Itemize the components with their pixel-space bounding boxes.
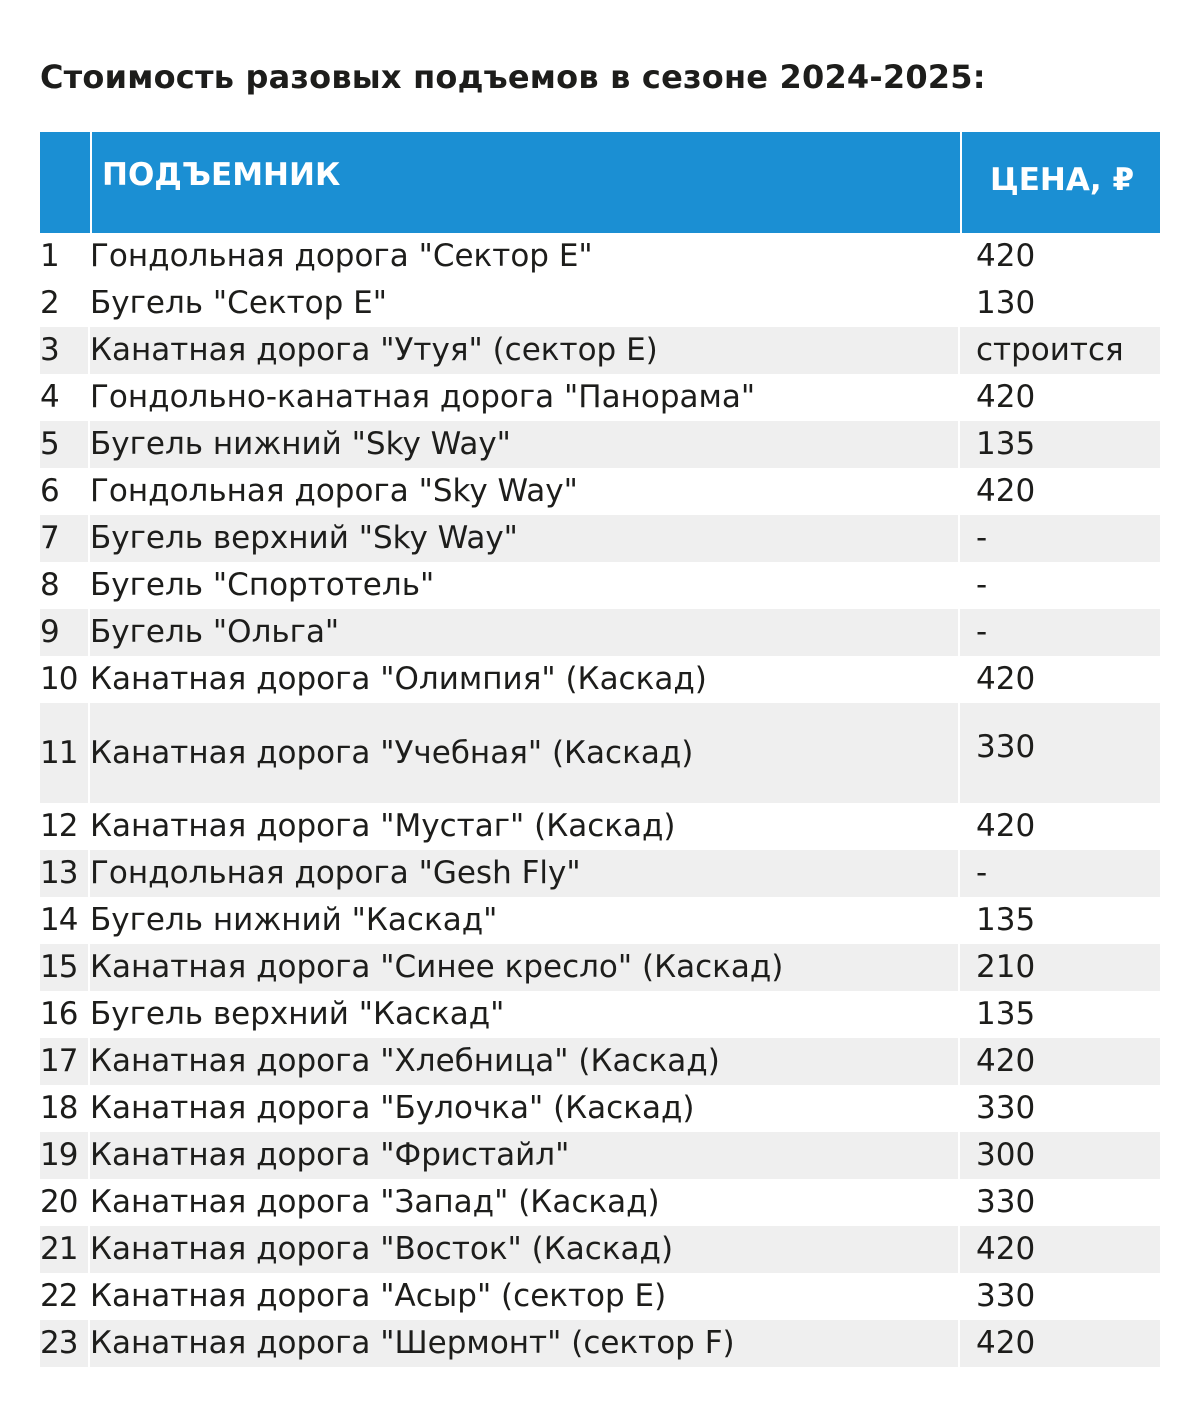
- table-row: [40, 1179, 1160, 1226]
- table-row: [40, 897, 1160, 944]
- row-number: 9: [40, 614, 59, 650]
- row-price: 300: [976, 1137, 1036, 1173]
- row-price: 135: [976, 426, 1036, 462]
- row-price: 330: [976, 729, 1036, 765]
- row-price: 210: [976, 949, 1036, 985]
- row-lift-name: Канатная дорога "Мустаг" (Каскад): [88, 803, 960, 850]
- header-lift-cell: [90, 132, 962, 233]
- row-number: 14: [40, 902, 78, 938]
- row-price: 420: [976, 808, 1036, 844]
- table-row: [40, 1132, 1160, 1179]
- row-number: 11: [40, 735, 78, 771]
- row-lift-name: Канатная дорога "Шермонт" (сектор F): [88, 1320, 960, 1367]
- table-row: [40, 656, 1160, 703]
- row-lift-name: Канатная дорога "Запад" (Каскад): [88, 1179, 960, 1226]
- row-number: 16: [40, 996, 78, 1032]
- row-price: 420: [976, 473, 1036, 509]
- row-lift-name: Канатная дорога "Булочка" (Каскад): [88, 1085, 960, 1132]
- header-lift-label: ПОДЪЕМНИК: [102, 157, 341, 193]
- table-row: [40, 1320, 1160, 1367]
- row-number: 13: [40, 855, 78, 891]
- row-lift-name: Канатная дорога "Хлебница" (Каскад): [88, 1038, 960, 1085]
- row-price: -: [976, 520, 988, 556]
- table-row: [40, 1273, 1160, 1320]
- table-row: [40, 280, 1160, 327]
- row-lift-name: Канатная дорога "Фристайл": [88, 1132, 960, 1179]
- table-row: [40, 515, 1160, 562]
- row-lift-name: Канатная дорога "Восток" (Каскад): [88, 1226, 960, 1273]
- table-row: [40, 703, 1160, 803]
- row-price: 135: [976, 902, 1036, 938]
- table-row: [40, 850, 1160, 897]
- row-number: 18: [40, 1090, 78, 1126]
- row-price: -: [976, 855, 988, 891]
- row-price: 330: [976, 1184, 1036, 1220]
- row-lift-name: Бугель "Сектор Е": [88, 280, 960, 327]
- table-row: [40, 944, 1160, 991]
- row-price: -: [976, 567, 988, 603]
- table-row: [40, 421, 1160, 468]
- table-row: [40, 562, 1160, 609]
- row-number: 21: [40, 1231, 78, 1267]
- row-lift-name: Бугель нижний "Sky Way": [88, 421, 960, 468]
- row-number: 6: [40, 473, 59, 509]
- table-row: [40, 1226, 1160, 1273]
- row-lift-name: Канатная дорога "Олимпия" (Каскад): [88, 656, 960, 703]
- row-price: 130: [976, 285, 1036, 321]
- row-lift-name: Канатная дорога "Асыр" (сектор Е): [88, 1273, 960, 1320]
- row-lift-name: Канатная дорога "Синее кресло" (Каскад): [88, 944, 960, 991]
- table-row: [40, 803, 1160, 850]
- row-number: 12: [40, 808, 78, 844]
- row-number: 15: [40, 949, 78, 985]
- row-lift-name: Бугель верхний "Sky Way": [88, 515, 960, 562]
- row-number: 22: [40, 1278, 78, 1314]
- row-number: 10: [40, 661, 78, 697]
- row-lift-name: Бугель "Спортотель": [88, 562, 960, 609]
- row-price: 420: [976, 1325, 1036, 1361]
- header-price-label: ЦЕНА, ₽: [990, 162, 1135, 198]
- table-row: [40, 991, 1160, 1038]
- row-number: 1: [40, 238, 59, 274]
- header-number-cell: [40, 132, 90, 233]
- row-number: 5: [40, 426, 59, 462]
- table-header: [40, 132, 1160, 233]
- row-lift-name: Канатная дорога "Утуя" (сектор Е): [88, 327, 960, 374]
- table-row: [40, 468, 1160, 515]
- row-price: 330: [976, 1090, 1036, 1126]
- row-number: 3: [40, 332, 59, 368]
- row-lift-name: Канатная дорога "Учебная" (Каскад): [88, 703, 960, 803]
- table-row: [40, 1038, 1160, 1085]
- header-price-cell: [962, 132, 1160, 233]
- table-row: [40, 1085, 1160, 1132]
- row-number: 8: [40, 567, 59, 603]
- row-number: 7: [40, 520, 59, 556]
- row-lift-name: Бугель "Ольга": [88, 609, 960, 656]
- table-row: [40, 609, 1160, 656]
- row-lift-name: Гондольная дорога "Gesh Fly": [88, 850, 960, 897]
- row-price: 420: [976, 661, 1036, 697]
- row-lift-name: Гондольная дорога "Sky Way": [88, 468, 960, 515]
- row-price: 420: [976, 238, 1036, 274]
- row-lift-name: Гондольная дорога "Сектор Е": [88, 233, 960, 280]
- page-title: Стоимость разовых подъемов в сезоне 2024-2025:: [40, 58, 986, 96]
- table-row: [40, 327, 1160, 374]
- row-price: 420: [976, 379, 1036, 415]
- row-lift-name: Бугель верхний "Каскад": [88, 991, 960, 1038]
- row-number: 19: [40, 1137, 78, 1173]
- table-row: [40, 233, 1160, 280]
- row-lift-name: Гондольно-канатная дорога "Панорама": [88, 374, 960, 421]
- row-number: 23: [40, 1325, 78, 1361]
- row-number: 2: [40, 285, 59, 321]
- row-price: 420: [976, 1231, 1036, 1267]
- row-price: строится: [976, 332, 1124, 368]
- table-row: [40, 374, 1160, 421]
- row-lift-name: Бугель нижний "Каскад": [88, 897, 960, 944]
- row-number: 20: [40, 1184, 78, 1220]
- row-price: 135: [976, 996, 1036, 1032]
- row-price: -: [976, 614, 988, 650]
- row-number: 4: [40, 379, 59, 415]
- row-price: 420: [976, 1043, 1036, 1079]
- row-number: 17: [40, 1043, 78, 1079]
- row-price: 330: [976, 1278, 1036, 1314]
- price-table: [40, 132, 1160, 1367]
